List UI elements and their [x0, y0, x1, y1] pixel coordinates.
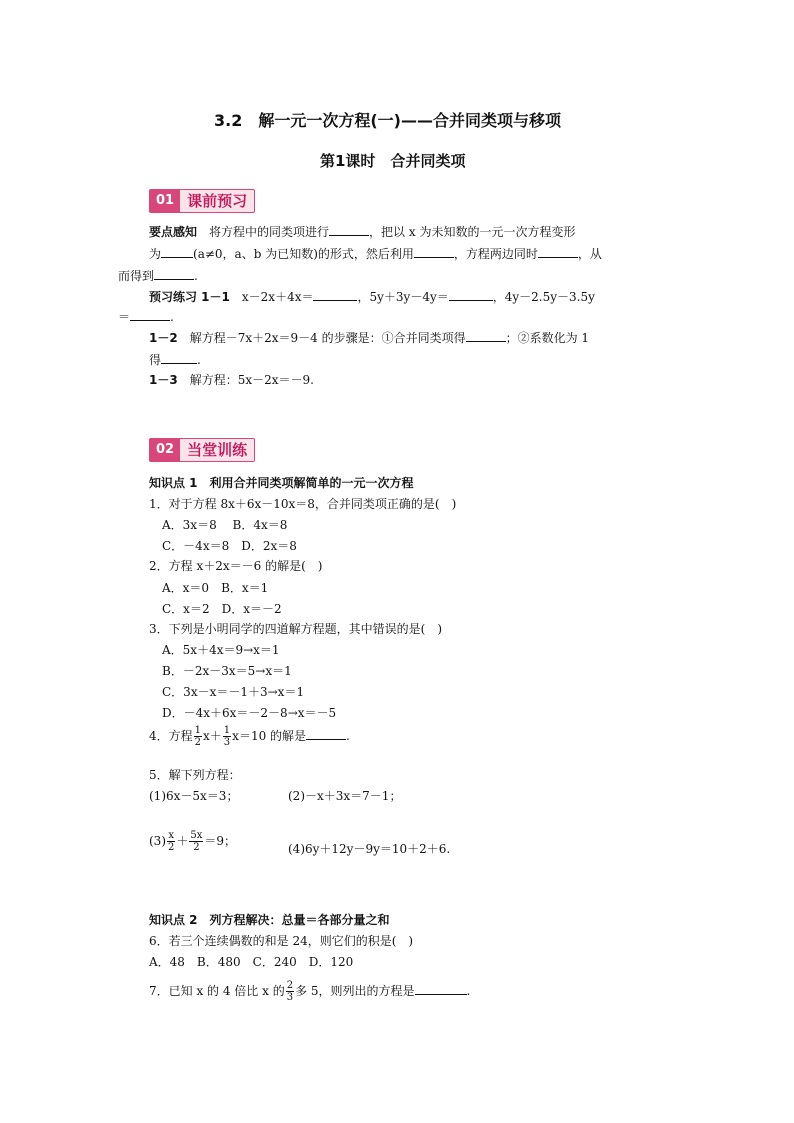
- answer-blank: [329, 224, 369, 236]
- question-2-options-cd: C．x＝2 D．x＝－2: [162, 602, 282, 616]
- question-text: (3): [149, 834, 166, 848]
- practice-1-1-cont: [118, 308, 174, 325]
- question-5-part-2: (2)－x＋3x＝7－1；: [288, 789, 402, 803]
- question-text: ＋: [176, 834, 189, 848]
- section-badge-training: [149, 438, 255, 462]
- answer-blank: [466, 330, 506, 342]
- question-text: ＝9；: [204, 834, 237, 848]
- keypoint-text: 而得到: [118, 269, 155, 283]
- practice-heading: 1－3: [149, 373, 178, 387]
- question-6-options: A．48 B．480 C．240 D．120: [149, 955, 354, 969]
- practice-text: 得: [149, 353, 162, 367]
- page-title: 3.2 解一元一次方程(一)——合并同类项与移项: [214, 111, 561, 130]
- practice-text: ＝: [118, 310, 131, 324]
- question-1: 1．对于方程 8x＋6x－10x＝8，合并同类项正确的是( ): [149, 497, 457, 511]
- section-label: 课前预习: [187, 192, 248, 210]
- question-6: 6．若三个连续偶数的和是 24，则它们的积是( ): [149, 934, 414, 948]
- keypoint-line-2: [149, 245, 602, 262]
- keypoint-line-3: [118, 267, 198, 284]
- keypoint-line-1: [149, 223, 575, 240]
- answer-blank: [313, 289, 357, 301]
- practice-text: .: [197, 353, 201, 367]
- section-number: 02: [150, 439, 180, 461]
- question-3-option-b: B．－2x－3x＝5→x＝1: [162, 664, 292, 678]
- keypoint-text: ，把以 x 为未知数的一元一次方程变形: [369, 225, 576, 239]
- fraction: $\frac{x}{2}$: [168, 830, 175, 853]
- question-3-option-c: C．3x－x＝－1＋3→x＝1: [162, 685, 305, 699]
- practice-text: x－2x＋4x＝: [241, 290, 314, 304]
- answer-blank: [161, 246, 193, 258]
- question-3: 3．下列是小明同学的四道解方程题，其中错误的是( ): [149, 622, 443, 636]
- question-5-part-4: (4)6y＋12y－9y＝10＋2＋6.: [288, 842, 451, 856]
- practice-text: ，5y＋3y－4y＝: [357, 290, 449, 304]
- practice-text: 解方程－7x＋2x＝9－4 的步骤是：①合并同类项得: [189, 331, 466, 345]
- practice-heading: 预习练习 1－1: [149, 290, 230, 304]
- answer-blank: [154, 268, 194, 280]
- section-number: 01: [150, 190, 180, 212]
- practice-1-1: [149, 288, 595, 305]
- answer-blank: [449, 289, 493, 301]
- answer-blank: [415, 983, 467, 995]
- question-text: 7．已知 x 的 4 倍比 x 的: [149, 984, 285, 998]
- keypoint-heading: 要点感知: [149, 225, 198, 239]
- fraction: $\frac{1}{3}$: [223, 725, 231, 748]
- fraction: $\frac{2}{3}$: [286, 980, 294, 1003]
- keypoint-text: .: [194, 269, 198, 283]
- question-text: .: [466, 984, 471, 998]
- practice-text: ；②系数化为 1: [505, 331, 590, 345]
- question-text: x＝10 的解是: [232, 729, 307, 743]
- question-1-options-cd: C．－4x＝8 D．2x＝8: [162, 539, 297, 553]
- fraction: $\frac{1}{2}$: [194, 725, 202, 748]
- question-4: [149, 725, 350, 748]
- knowledge-point-2: 知识点 2 列方程解决：总量＝各部分量之和: [149, 913, 390, 927]
- keypoint-text: 为: [149, 247, 162, 261]
- answer-blank: [130, 309, 170, 321]
- question-5-part-1: (1)6x－5x＝3；: [149, 789, 239, 803]
- question-1-options-ab: A．3x＝8 B．4x＝8: [162, 518, 288, 532]
- question-text: 4．方程: [149, 729, 193, 743]
- question-5-part-3: [149, 830, 236, 853]
- question-2: 2．方程 x＋2x＝－6 的解是( ): [149, 559, 323, 573]
- keypoint-text: 将方程中的同类项进行: [209, 225, 330, 239]
- question-text: x＋: [203, 729, 222, 743]
- knowledge-point-1: 知识点 1 利用合并同类项解简单的一元一次方程: [149, 476, 414, 490]
- lesson-subtitle: 第1课时 合并同类项: [320, 152, 466, 170]
- practice-text: ，4y－2.5y－3.5y: [492, 290, 595, 304]
- keypoint-text: ，从: [577, 247, 602, 261]
- question-2-options-ab: A．x＝0 B．x＝1: [162, 581, 269, 595]
- question-text: .: [346, 729, 350, 743]
- practice-text: 解方程：5x－2x＝－9.: [189, 373, 314, 387]
- answer-blank: [414, 246, 454, 258]
- question-7: [149, 980, 470, 1003]
- fraction: $\frac{5x}{2}$: [190, 830, 203, 853]
- practice-heading: 1－2: [149, 331, 178, 345]
- practice-1-3: [149, 371, 314, 388]
- section-badge-preview: [149, 189, 255, 213]
- practice-text: .: [170, 310, 174, 324]
- answer-blank: [161, 352, 197, 364]
- keypoint-text: ，方程两边同时: [453, 247, 538, 261]
- question-3-option-a: A．5x＋4x＝9→x＝1: [162, 643, 280, 657]
- section-label: 当堂训练: [187, 441, 248, 459]
- answer-blank: [538, 246, 578, 258]
- question-3-option-d: D．－4x＋6x＝－2－8→x＝－5: [162, 706, 337, 720]
- question-text: 多 5，则列出的方程是: [295, 984, 415, 998]
- keypoint-text: (a≠0，a、b 为已知数)的形式，然后利用: [193, 247, 414, 261]
- practice-1-2-cont: [149, 351, 201, 368]
- answer-blank: [306, 728, 346, 740]
- question-5: 5．解下列方程：: [149, 768, 241, 782]
- practice-1-2: [149, 329, 589, 346]
